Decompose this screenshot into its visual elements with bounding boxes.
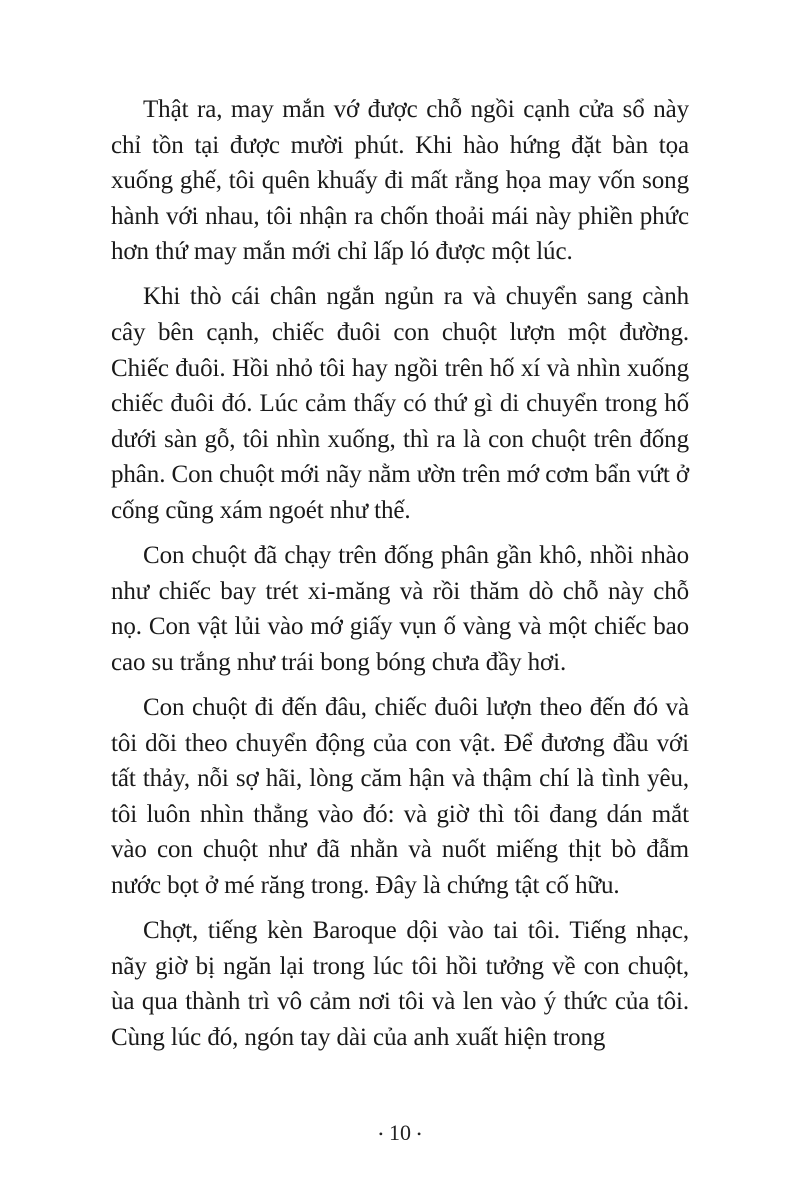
- ornament-dot-icon: •: [378, 1127, 383, 1142]
- paragraph: Thật ra, may mắn vớ được chỗ ngồi cạnh cửa sổ này chỉ tồn tại được mười phút. Khi hào hứng đặt bàn tọa xuống ghế, tôi quên khuấy đi mất rằng họa may vốn song hành với nhau, tôi nhận ra chốn thoải mái này phiền phức hơn thứ may mắn mới chỉ lấp ló được một lúc.: [111, 96, 689, 266]
- page-body: [111, 92, 689, 1065]
- page-number: [0, 1120, 800, 1146]
- paragraph: Khi thò cái chân ngắn ngủn ra và chuyển sang cành cây bên cạnh, chiếc đuôi con chuột lượn một đường. Chiếc đuôi. Hồi nhỏ tôi hay ngồi trên hố xí và nhìn xuống chiếc đuôi đó. Lúc cảm thấy có thứ gì di chuyển trong hố dưới sàn gỗ, tôi nhìn xuống, thì ra là con chuột trên đống phân. Con chuột mới nãy nằm ườn trên mớ cơm bẩn vứt ở cống cũng xám ngoét như thế.: [111, 283, 689, 525]
- paragraph: Con chuột đi đến đâu, chiếc đuôi lượn theo đến đó và tôi dõi theo chuyển động của con vật. Để đương đầu với tất thảy, nỗi sợ hãi, lòng căm hận và thậm chí là tình yêu, tôi luôn nhìn thẳng vào đó: và giờ thì tôi đang dán mắt vào con chuột như đã nhằn và nuốt miếng thịt bò đẫm nước bọt ở mé răng trong. Đây là chứng tật cố hữu.: [111, 694, 689, 899]
- ornament-dot-icon: •: [417, 1127, 422, 1142]
- paragraph: Chợt, tiếng kèn Baroque dội vào tai tôi. Tiếng nhạc, nãy giờ bị ngăn lại trong lúc tôi hồi tưởng về con chuột, ùa qua thành trì vô cảm nơi tôi và len vào ý thức của tôi. Cùng lúc đó, ngón tay dài của anh xuất hiện trong: [111, 917, 689, 1051]
- paragraph: Con chuột đã chạy trên đống phân gần khô, nhồi nhào như chiếc bay trét xi-măng và rồi thăm dò chỗ này chỗ nọ. Con vật lủi vào mớ giấy vụn ố vàng và một chiếc bao cao su trắng như trái bong bóng chưa đầy hơi.: [111, 542, 689, 676]
- page-number-value: 10: [389, 1120, 411, 1145]
